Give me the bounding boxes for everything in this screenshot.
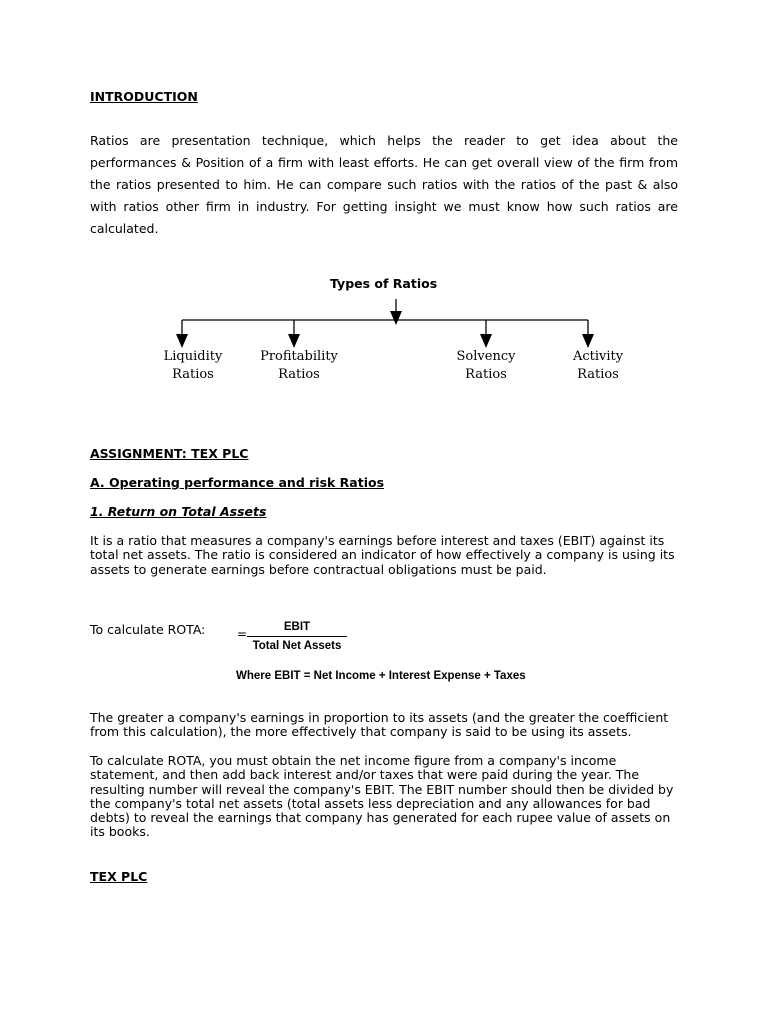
- ratio-tree-connectors: [0, 0, 768, 400]
- formula-prefix: To calculate ROTA:: [90, 622, 206, 637]
- node-solvency-ratios: [431, 348, 541, 384]
- intro-paragraph: Ratios are presentation technique, which helps the reader to get idea about the performances & Position of a firm with least efforts. He can get overall view of the firm from the ratios presented to him. He can compare such ratios with the ratios of the past & also with ratios other firm in industry. For getting insight we must know how such ratios are calculated.: [90, 133, 678, 236]
- fraction-numerator: EBIT: [247, 620, 347, 637]
- arrowhead-solvency: [480, 334, 492, 348]
- paragraph-calculate-rota: To calculate ROTA, you must obtain the net income figure from a company's income statement, and then add back interest and/or taxes that were paid during the year. The resulting number will reveal the company's EBIT. The EBIT number should then be divided by the company's total net assets (total assets less depreciation and any allowances for bad debts) to reveal the earnings that company has generated for each rupee value of assets on its books.: [90, 753, 674, 840]
- node-activity-ratios: [543, 348, 653, 384]
- node-label-line1: Solvency: [456, 349, 516, 364]
- arrowhead-activity: [582, 334, 594, 348]
- node-label-line2: Ratios: [577, 367, 619, 382]
- rota-definition: It is a ratio that measures a company's earnings before interest and taxes (EBIT) against its total net assets. The ratio is considered an indicator of how effectively a company is using its assets to generate earnings before contractual obligations must be paid.: [90, 533, 675, 577]
- assignment-heading: ASSIGNMENT: TEX PLC: [90, 446, 249, 461]
- node-label-line2: Ratios: [465, 367, 507, 382]
- fraction-denominator: Total Net Assets: [252, 640, 342, 652]
- ebit-definition-formula: Where EBIT = Net Income + Interest Expense + Taxes: [236, 670, 526, 682]
- node-liquidity-ratios: [138, 348, 248, 384]
- node-label-line1: Liquidity: [163, 349, 223, 364]
- node-label-line2: Ratios: [278, 367, 320, 382]
- diagram-title: Types of Ratios: [330, 276, 438, 291]
- node-label-line2: Ratios: [172, 367, 214, 382]
- section-a-heading: A. Operating performance and risk Ratios: [90, 475, 385, 490]
- arrowhead-liquidity: [176, 334, 188, 348]
- formula-equals-sign: =: [237, 627, 248, 641]
- rota-fraction: [247, 620, 347, 654]
- node-label-line1: Activity: [572, 349, 624, 364]
- intro-heading: INTRODUCTION: [90, 89, 198, 104]
- subsection-rota-heading: 1. Return on Total Assets: [90, 504, 267, 519]
- node-profitability-ratios: [244, 348, 354, 384]
- trunk-arrowhead: [390, 311, 402, 325]
- tex-plc-heading: TEX PLC: [90, 869, 148, 884]
- arrowhead-profitability: [288, 334, 300, 348]
- paragraph-greater-earnings: The greater a company's earnings in proportion to its assets (and the greater the coefficient from this calculation), the more effectively that company is said to be using its assets.: [90, 710, 669, 740]
- node-label-line1: Profitability: [260, 349, 338, 364]
